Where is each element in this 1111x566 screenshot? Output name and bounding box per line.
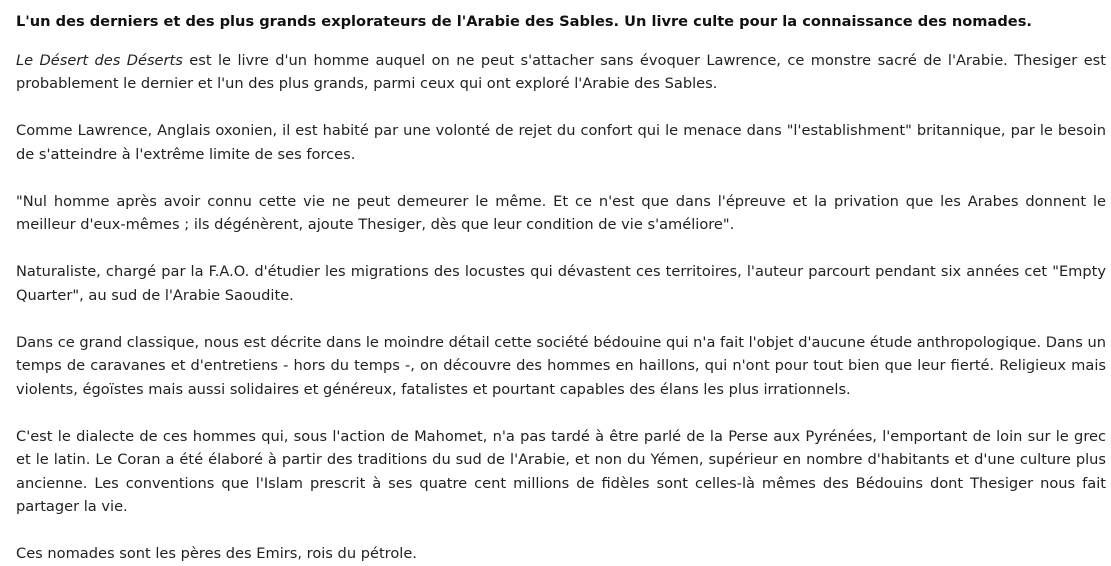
article-headline: L'un des derniers et des plus grands explorateurs de l'Arabie des Sables. Un livre culte pour la connaissance des nomades. <box>16 13 1032 30</box>
paragraph <box>16 331 1106 402</box>
paragraph-closing <box>16 542 1106 566</box>
paragraph <box>16 425 1106 519</box>
paragraph-intro <box>16 49 1106 96</box>
paragraph-text: Comme Lawrence, Anglais oxonien, il est habité par une volonté de rejet du confort qui le menace dans "l'establishment" britannique, par le besoin de s'atteindre à l'extrême limite de ses forces. <box>16 122 1106 163</box>
paragraph-text: Ces nomades sont les pères des Emirs, rois du pétrole. <box>16 545 417 562</box>
paragraph <box>16 119 1106 166</box>
paragraph-quote <box>16 190 1106 237</box>
paragraph <box>16 260 1106 307</box>
paragraph-text: Dans ce grand classique, nous est décrite dans le moindre détail cette société bédouine qui n'a fait l'objet d'aucune étude anthropologique. Dans un temps de caravanes et d'entretiens - hors du temps -, on découvre des hommes en haillons, qui n'ont pour tout bien que leur fierté. Religieux mais violents, égoïstes mais aussi solidaires et généreux, fatalistes et pourtant capables des élans les plus irrationnels. <box>16 333 1106 398</box>
paragraph-text: Naturaliste, chargé par la F.A.O. d'étudier les migrations des locustes qui dévastent ces territoires, l'auteur parcourt pendant six années cet "Empty Quarter", au sud de l'Arabie Saoudite. <box>16 263 1106 304</box>
paragraph-text: est le livre d'un homme auquel on ne peut s'attacher sans évoquer Lawrence, ce monstre sacré de l'Arabie. Thesiger est probablement le dernier et l'un des plus grands, parmi ceux qui ont exploré l'Arabie des Sables. <box>16 51 1106 92</box>
paragraph-text: "Nul homme après avoir connu cette vie ne peut demeurer le même. Et ce n'est que dans l'épreuve et la privation que les Arabes donnent le meilleur d'eux-mêmes ; ils dégénèrent, ajoute Thesiger, dès que leur condition de vie s'améliore". <box>16 192 1106 233</box>
article-body <box>16 10 1106 566</box>
book-title: Le Désert des Déserts <box>16 51 183 69</box>
paragraph-text: C'est le dialecte de ces hommes qui, sous l'action de Mahomet, n'a pas tardé à être parlé de la Perse aux Pyrénées, l'emportant de loin sur le grec et le latin. Le Coran a été élaboré à partir des traditions du sud de l'Arabie, et non du Yémen, supérieur en nombre d'habitants et d'une culture plus ancienne. Les conventions que l'Islam prescrit à ses quatre cent millions de fidèles sont celles-là mêmes des Bédouins dont Thesiger nous fait partager la vie. <box>16 427 1106 515</box>
